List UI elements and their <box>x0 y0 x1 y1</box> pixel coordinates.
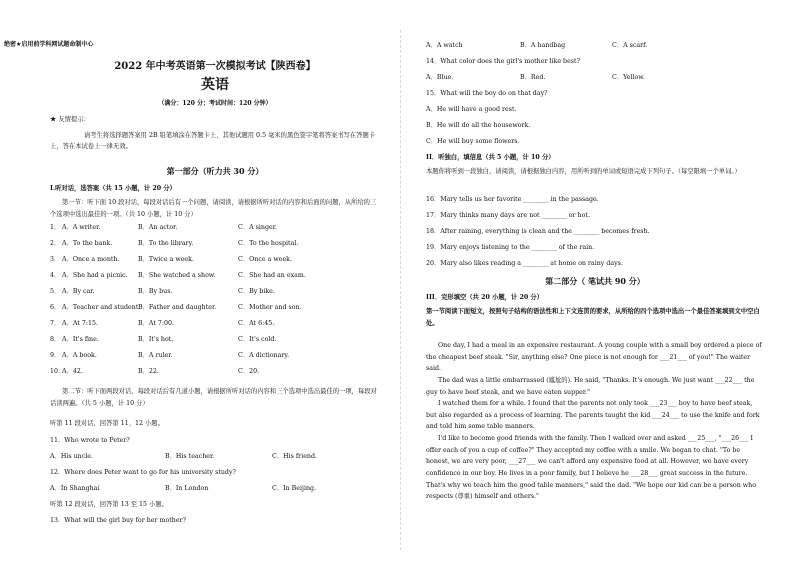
question-12-options <box>50 485 380 495</box>
option-a: A．42. <box>62 368 83 375</box>
section3-instructions: 第一节阅读下面短文，按照句子结构的语法性和上下文连贯的要求，从所给的四个选项中选出一个最佳答案填到文中空白处。 <box>426 308 760 327</box>
question-11-options <box>50 453 380 463</box>
passage-paragraph: I'd like to become good friends with the family. Then I walked over and asked ___25___, "___26___ I offer each of you a cup of coffee?" They accepted my coffee with a smile. We began to chat. "To be honest, we are very poor, ___27___ we can't afford any expensive food at all. However, we have every confidence in our boy. He lives in a poor family, but I believe he ___28___ great success in the future. That's why we teach him the good table manners," said the dad. "We hope our kid can be a person who respects (尊重) himself and others." <box>426 435 756 501</box>
option-b: B．By bus. <box>138 288 173 295</box>
question-15-option-b: B．He will do all the housework. <box>426 122 531 129</box>
section1b-instructions: 第二节：听下面两段对话，每段对话后有几道小题，请根据所听对话的内容和三个选项中选出最佳的一项，每段对话读两遍。（共 5 小题，计 10 分） <box>50 388 377 407</box>
option-c: C．Once a week. <box>238 256 293 263</box>
question-row <box>50 256 380 266</box>
option-b: B．A handbag <box>520 42 566 49</box>
fill-question: 19．Mary enjoys listening to the ________ of the rain. <box>426 244 595 251</box>
option-a: A．To the bank. <box>62 240 113 247</box>
question-number: 5． <box>50 288 61 295</box>
question-number: 2． <box>50 240 61 247</box>
option-b: B．At 7:00. <box>138 320 175 327</box>
question-row <box>50 224 380 234</box>
question-14-options <box>426 74 756 84</box>
question-14: 14．What color does the girl's mother like best? <box>426 58 580 65</box>
option-a: A．She had a picnic. <box>62 272 128 279</box>
option-a: A．It's fine. <box>62 336 99 343</box>
section3-title: III．完形填空（共 20 小题，计 20 分） <box>426 294 543 301</box>
listen-instruction-12: 听第 12 段对话，回答第 13 至 15 小题。 <box>50 501 168 508</box>
section2-title: II．听独白，填信息（共 5 小题，计 10 分） <box>426 154 555 161</box>
question-number: 10． <box>50 368 65 375</box>
option-c: C．A scarf. <box>612 42 648 49</box>
option-b: B．To the library. <box>138 240 194 247</box>
fill-question: 18．After raining, everything is clean and the ________ becomes fresh. <box>426 228 650 235</box>
option-b: B．It's hot. <box>138 336 174 343</box>
question-row <box>50 272 380 282</box>
option-a: A．Blue. <box>426 74 454 81</box>
question-row <box>50 240 380 250</box>
option-c: C．Yellow. <box>612 74 645 81</box>
option-a: A．By car. <box>62 288 95 295</box>
option-b: B．She watched a show. <box>138 272 216 279</box>
option-c: C．To the hospital. <box>238 240 299 247</box>
question-number: 4． <box>50 272 61 279</box>
option-c: C．In Beijing. <box>272 485 317 492</box>
option-a: A．His uncle. <box>50 453 93 460</box>
option-b: B．In London <box>165 485 209 492</box>
section1-title: I.听对话，选答案（共 15 小题，计 20 分） <box>50 185 176 192</box>
option-b: B．An actor. <box>138 224 178 231</box>
question-13-options <box>426 42 756 52</box>
option-a: A．Teacher and student. <box>62 304 141 311</box>
option-a: A．A writer. <box>62 224 101 231</box>
question-13: 13．What will the girl buy for her mother? <box>50 517 186 524</box>
question-row <box>50 320 380 330</box>
passage-paragraph: One day, I had a meal in an expensive restaurant. A young couple with a small boy ordered a piece of the cheapest beef steak. "Sir, anything else? One piece is not enough for ___21___ of you!" The waiter said. <box>426 342 762 373</box>
part1-title: 第一部分（听力共 30 分） <box>166 166 264 176</box>
passage-paragraph: The dad was a little embarrassed (尴尬的). He said, "Thanks. It's enough. We just want ___22___ the guy to have beef steak, and we have eaten supper." <box>426 376 755 396</box>
fill-question: 16．Mary tells us her favorite ________ in the passage. <box>426 196 599 203</box>
option-a: A．Once a month. <box>62 256 120 263</box>
section2-instructions: 本题你将听到一段独白，请阅读，请根据独白内容，用所听到的单词或短语完成下列句子。（每空限填一个单词。） <box>426 168 741 175</box>
fill-question: 17．Mary thinks many days are not ________ or hot. <box>426 212 590 219</box>
question-row <box>50 368 380 378</box>
cloze-passage <box>426 340 764 503</box>
question-row <box>50 288 380 298</box>
notice-text: 请考生将选择题答案用 2B 铅笔填涂在答题卡上，其他试题用 0.5 毫米的黑色签字笔将答案书写在答题卡上，答在本试卷上一律无效。 <box>50 132 376 151</box>
subject-title: 英语 <box>201 77 229 93</box>
passage-paragraph: I watched them for a while. I found that the parents not only took ___23___ boy to have beef steak, but also regarded as a process of learning. The parents taught the kid ___24___ to use the knife and fork and told him some table manners. <box>426 400 760 431</box>
option-c: C．She had an exam. <box>238 272 306 279</box>
section1-instructions: 第一节：听下面 10 段对话，每段对话后有一个问题，请阅读，请根据所听对话的内容和后面的问题，从所给的三个选项中选出最佳的一项。（共 10 小题，计 10 分） <box>50 199 377 218</box>
question-number: 9． <box>50 352 61 359</box>
question-number: 8． <box>50 336 61 343</box>
question-number: 3． <box>50 256 61 263</box>
question-row <box>50 352 380 362</box>
column-divider <box>400 30 401 550</box>
option-c: C．Mother and son. <box>238 304 302 311</box>
question-row <box>50 336 380 346</box>
question-12: 12．Where does Peter want to go for his university study? <box>50 469 236 476</box>
exam-info: （满分：120 分；考试时间：120 分钟） <box>158 100 272 107</box>
option-b: B．Red. <box>520 74 546 81</box>
option-c: C．20. <box>238 368 260 375</box>
option-c: C．By bike. <box>238 288 275 295</box>
option-a: A．At 7:15. <box>62 320 98 327</box>
listen-instruction-11: 听第 11 段对话，回答第 11、12 小题。 <box>50 420 164 427</box>
option-a: A．A watch <box>426 42 463 49</box>
notice-label: ★ 友情提示： <box>50 116 90 123</box>
part2-title: 第二部分（ 笔试共 90 分） <box>545 276 645 286</box>
confidential-stamp: 绝密★启用前学科网试题命制中心 <box>4 41 94 48</box>
exam-title: 2022 年中考英语第一次模拟考试【陕西卷】 <box>114 61 316 72</box>
question-15-option-a: A．He will have a good rest. <box>426 106 517 113</box>
option-c: C．A singer. <box>238 224 278 231</box>
question-number: 1． <box>50 224 61 231</box>
question-row <box>50 304 380 314</box>
option-a: A．A book. <box>62 352 97 359</box>
option-b: B．Twice a week. <box>138 256 194 263</box>
option-b: B．Father and daughter. <box>138 304 217 311</box>
option-c: C．At 6:45. <box>238 320 275 327</box>
option-c: C．A dictionary. <box>238 352 290 359</box>
question-number: 7． <box>50 320 61 327</box>
question-15-option-c: C．He will buy some flowers. <box>426 138 520 145</box>
fill-question: 20．Mary also likes reading a ________ at home on rainy days. <box>426 260 623 267</box>
option-b: B．A ruler. <box>138 352 173 359</box>
question-11: 11．Who wrote to Peter? <box>50 437 130 444</box>
option-b: B．22. <box>138 368 159 375</box>
option-c: C．His friend. <box>272 453 318 460</box>
option-b: B．His teacher. <box>165 453 215 460</box>
question-15: 15．What will the boy do on that day? <box>426 90 548 97</box>
option-c: C．It's cold. <box>238 336 277 343</box>
question-number: 6． <box>50 304 61 311</box>
option-a: A．In Shanghai <box>50 485 100 492</box>
